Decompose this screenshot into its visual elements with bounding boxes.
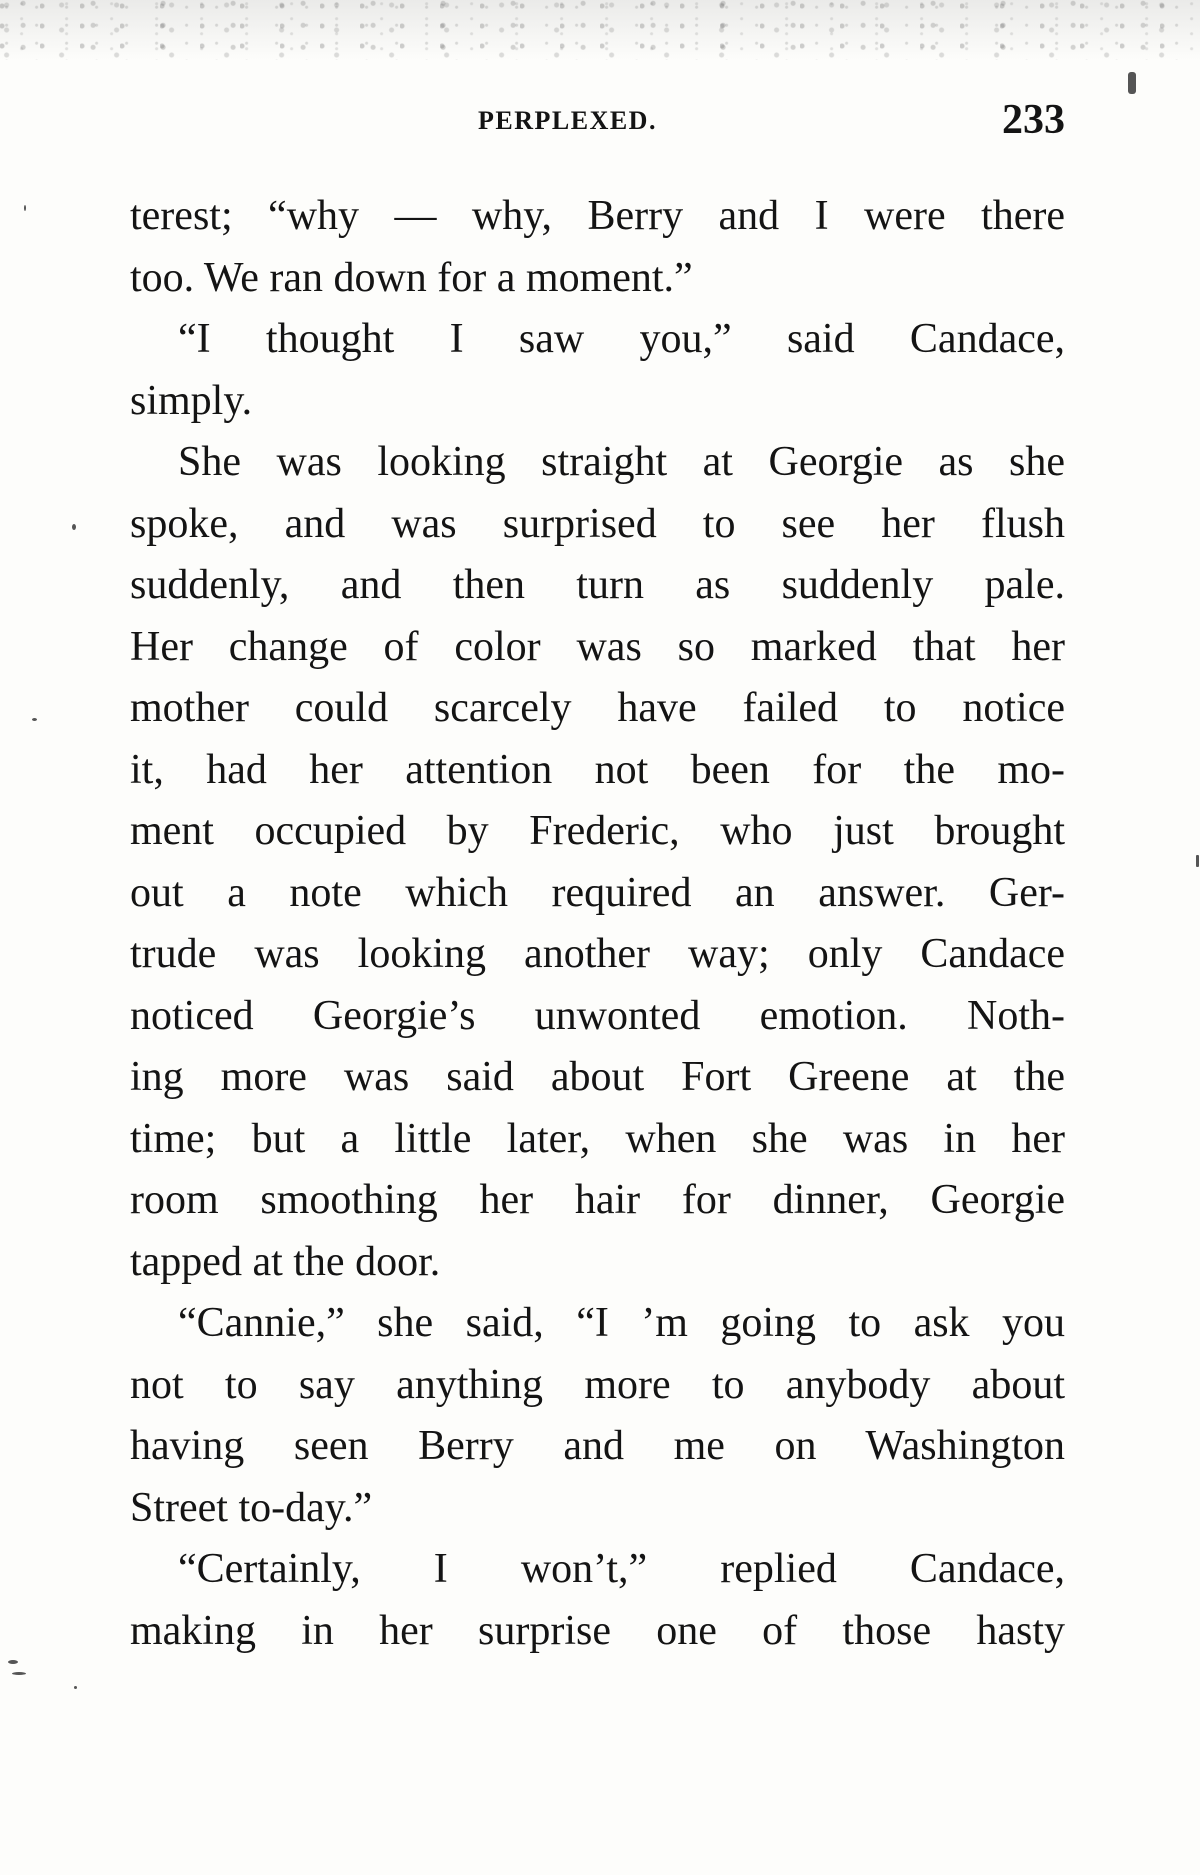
- page-header: [130, 96, 1065, 146]
- text-line: too. We ran down for a moment.”: [130, 254, 693, 301]
- text-line: terest; “why — why, Berry and I were there: [130, 193, 1065, 239]
- scan-speck: [32, 718, 37, 721]
- text-line: making in her surprise one of those hasty: [130, 1607, 1065, 1654]
- page-number: 233: [1002, 97, 1065, 143]
- text-line: ing more was said about Fort Greene at the: [130, 1054, 1065, 1100]
- running-head: PERPLEXED.: [478, 106, 657, 135]
- text-line: not to say anything more to anybody about: [130, 1361, 1065, 1408]
- text-line: spoke, and was surprised to see her flush: [130, 500, 1065, 547]
- scan-edge-noise: [0, 0, 1200, 60]
- text-line: “I thought I saw you,” said Candace,: [178, 316, 1065, 362]
- text-line: it, had her attention not been for the mo-: [130, 746, 1065, 793]
- text-line: She was looking straight at Georgie as she: [178, 439, 1065, 485]
- text-line: having seen Berry and me on Washington: [130, 1423, 1065, 1469]
- text-line: mother could scarcely have failed to notice: [130, 685, 1065, 731]
- scan-speck: [8, 1660, 18, 1664]
- scan-speck: [72, 524, 76, 530]
- text-line: trude was looking another way; only Candace: [130, 931, 1065, 977]
- text-line: out a note which required an answer. Ger-: [130, 869, 1065, 916]
- scan-speck: [1128, 72, 1136, 94]
- text-line: simply.: [130, 377, 253, 424]
- text-line: room smoothing her hair for dinner, Georgie: [130, 1177, 1065, 1223]
- text-line: tapped at the door.: [130, 1238, 441, 1285]
- scan-speck: [24, 205, 26, 211]
- scan-speck: [1196, 855, 1199, 867]
- text-line: Her change of color was so marked that her: [130, 623, 1065, 670]
- text-line: suddenly, and then turn as suddenly pale.: [130, 562, 1065, 608]
- text-line: “Cannie,” she said, “I ’m going to ask you: [178, 1300, 1065, 1346]
- text-line: Street to-day.”: [130, 1484, 373, 1531]
- page-body: [130, 186, 1065, 1662]
- text-line: “Certainly, I won’t,” replied Candace,: [178, 1546, 1065, 1592]
- text-line: ment occupied by Frederic, who just brought: [130, 808, 1065, 854]
- scan-speck: [12, 1672, 26, 1675]
- text-line: noticed Georgie’s unwonted emotion. Noth-: [130, 992, 1065, 1039]
- text-line: time; but a little later, when she was in her: [130, 1115, 1065, 1162]
- scan-speck: [74, 1686, 77, 1689]
